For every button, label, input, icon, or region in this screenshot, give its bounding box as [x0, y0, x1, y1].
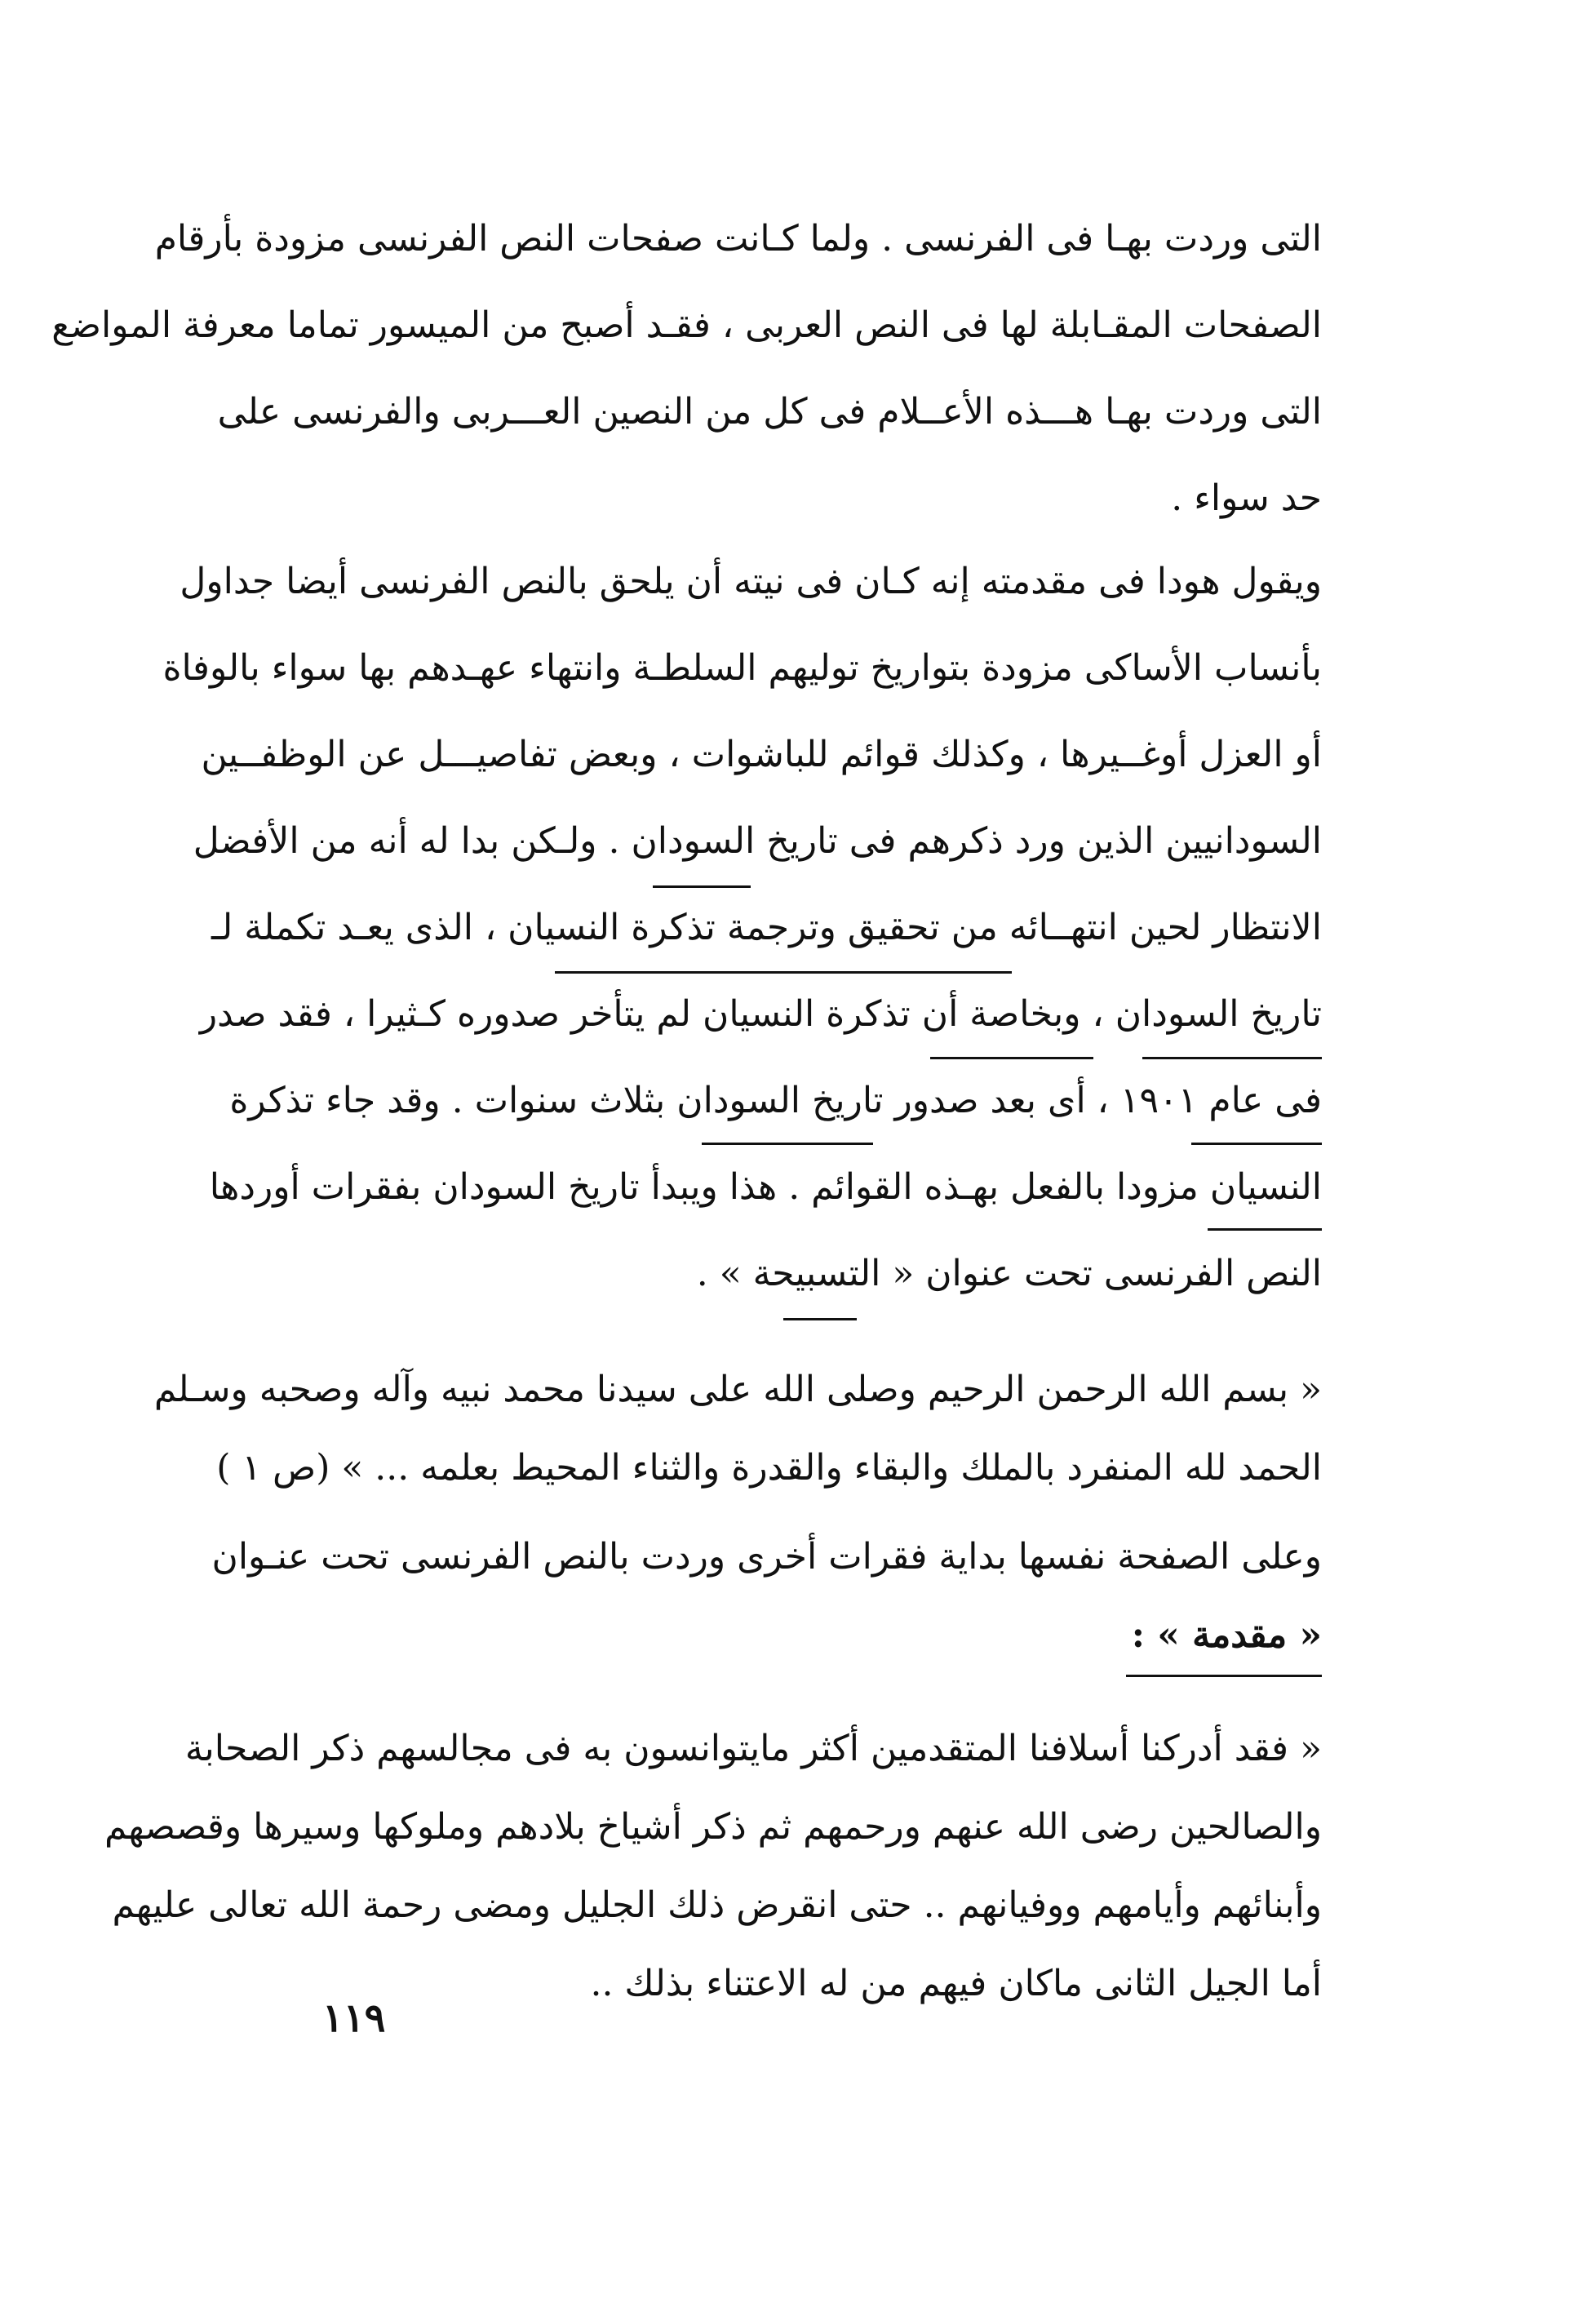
annotation-underline — [783, 1318, 857, 1320]
paragraph-2-line-9: النص الفرنسى تحت عنوان « التسبيحة » . — [696, 1253, 1322, 1294]
paragraph-1 — [51, 196, 1322, 542]
paragraph-5-line-3: وأبنائهم وأيامهم ووفيانهم .. حتى انقرض ذلك الجليل ومضى رحمة الله تعالى عليهم — [112, 1884, 1322, 1926]
annotation-underline — [1208, 1228, 1322, 1231]
paragraph-2-line-4: السودانيين الذين ورد ذكرهم فى تاريخ السودان . ولـكن بدا له أنه من الأفضل — [193, 820, 1322, 862]
annotation-underline — [702, 1143, 873, 1145]
paragraph-2-line-2: بأنساب الأساكى مزودة بتواريخ توليهم السلطـة وانتهاء عهـدهم بها سواء بالوفاة — [162, 647, 1322, 689]
paragraph-2-line-1: ويقول هودا فى مقدمته إنه كـان فى نيته أن يلحق بالنص الفرنسى أيضا جداول — [180, 561, 1322, 602]
paragraph-5 — [104, 1710, 1322, 2023]
paragraph-2-line-5: الانتظار لحين انتهــائه من تحقيق وترجمة تذكرة النسيان ، الذى يعـد تكملة لـ — [211, 907, 1322, 948]
paragraph-4-heading: « مقدمة » : — [1131, 1614, 1322, 1656]
paragraph-2-line-7: فى عام ١٩٠١ ، أى بعد صدور تاريخ السودان بثلاث سنوات . وقد جاء تذكرة — [229, 1080, 1322, 1121]
annotation-underline — [1126, 1675, 1322, 1677]
paragraph-1-line-1: التى وردت بهـا فى الفرنسى . ولما كـانت صفحات النص الفرنسى مزودة بأرقام — [154, 218, 1322, 260]
paragraph-5-line-4: أما الجيل الثانى ماكان فيهم من له الاعتناء بذلك .. — [590, 1963, 1322, 2004]
paragraph-3 — [153, 1351, 1322, 1507]
paragraph-5-line-1: « فقد أدركنا أسلافنا المتقدمين أكثر مايتوانسون به فى مجالسهم ذكر الصحابة — [184, 1728, 1322, 1769]
paragraph-1-line-4: حد سواء . — [1171, 477, 1322, 519]
paragraph-4-line-1: وعلى الصفحة نفسها بداية فقرات أخرى وردت بالنص الفرنسى تحت عنـوان — [211, 1536, 1322, 1578]
paragraph-2-line-3: أو العزل أوغــيرها ، وكذلك قوائم للباشوات ، وبعض تفاصيـــل عن الوظفــين — [201, 734, 1322, 775]
annotation-underline — [930, 1057, 1093, 1059]
annotation-underline — [1142, 1057, 1322, 1059]
paragraph-4 — [211, 1518, 1322, 1675]
paragraph-3-line-2: الحمد لله المنفرد بالملك والبقاء والقدرة والثناء المحيط بعلمه ... » (ص ١ ) — [216, 1447, 1322, 1489]
paragraph-1-line-3: التى وردت بهـا هـــذه الأعــلام فى كل من النصين العـــربى والفرنسى على — [217, 391, 1322, 433]
paragraph-2 — [162, 539, 1322, 1317]
paragraph-1-line-2: الصفحات المقـابلة لها فى النص العربى ، فقـد أصبح من الميسور تماما معرفة المواضع — [51, 304, 1322, 346]
annotation-underline — [555, 971, 1012, 974]
page-number: ١١٩ — [322, 1995, 386, 2041]
paragraph-3-line-1: « بسم الله الرحمن الرحيم وصلى الله على سيدنا محمد نبيه وآله وصحبه وسـلم — [153, 1369, 1322, 1410]
annotation-underline — [653, 885, 751, 888]
paragraph-2-line-6: تاريخ السودان ، وبخاصة أن تذكرة النسيان لم يتأخر صدوره كـثيرا ، فقد صدر — [199, 993, 1322, 1035]
paragraph-5-line-2: والصالحين رضى الله عنهم ورحمهم ثم ذكر أشياخ بلادهم وملوكها وسيرها وقصصهم — [104, 1806, 1322, 1848]
paragraph-2-line-8: النسيان مزودا بالفعل بهـذه القوائم . هذا ويبدأ تاريخ السودان بفقرات أوردها — [209, 1166, 1322, 1208]
annotation-underline — [1191, 1143, 1322, 1145]
